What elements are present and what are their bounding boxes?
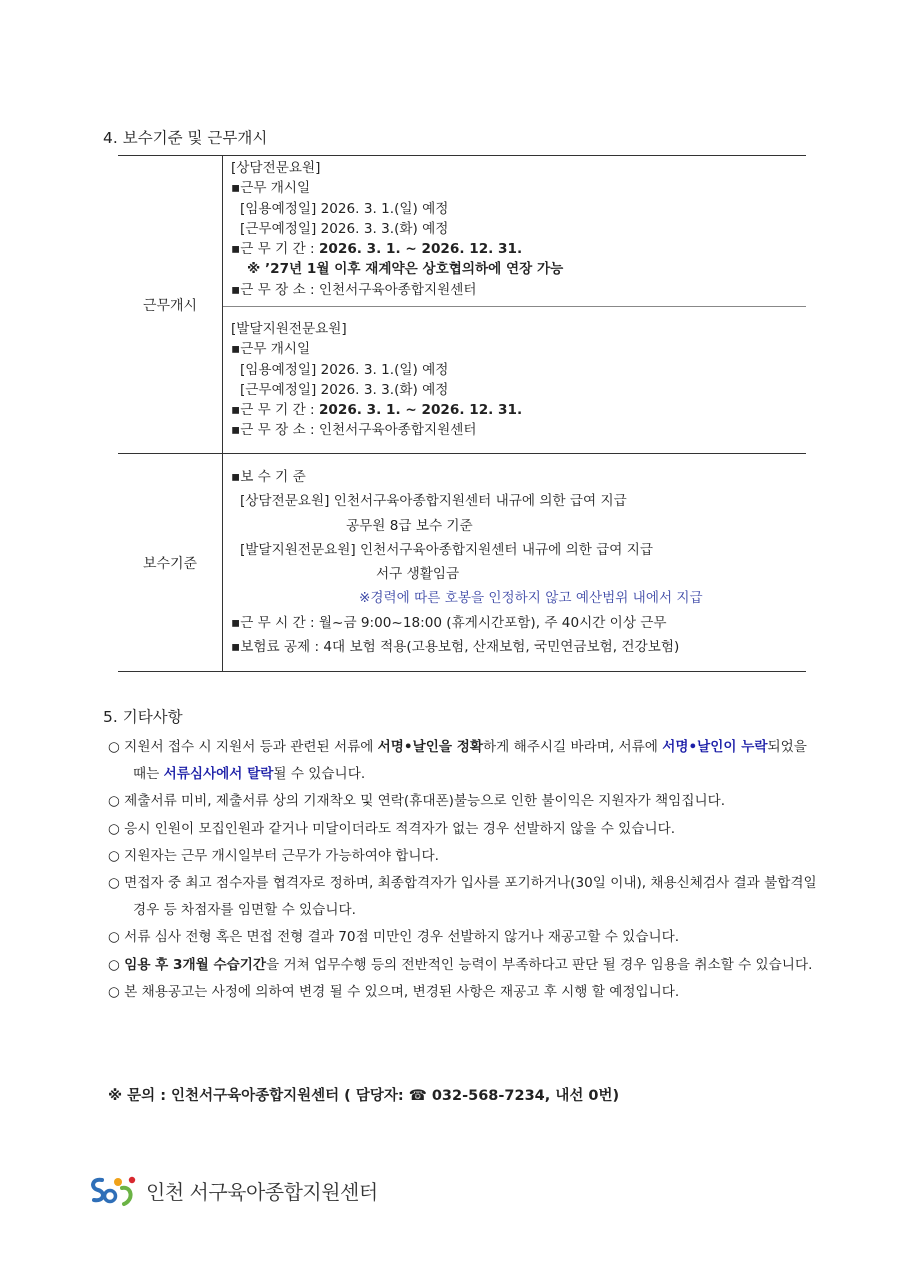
counsel-start-header: ▪근무 개시일: [231, 180, 311, 197]
section4-title: 4. 보수기준 및 근무개시: [103, 129, 268, 147]
center-logo: [88, 1172, 378, 1208]
note1-text4: 될 수 있습니다.: [273, 766, 366, 783]
dev-start-cell: [223, 307, 807, 454]
note1-highlight1: 서명•날인이 누락: [662, 739, 768, 755]
dev-period-value: 2026. 3. 1. ~ 2026. 12. 31.: [318, 402, 523, 419]
logo-mark-icon: [88, 1172, 140, 1208]
insurance: ▪보험료 공제 : 4대 보험 적용(고용보험, 산재보험, 국민연금보험, 건강보험): [231, 639, 680, 656]
dev-period: [231, 400, 806, 420]
section5-title: 5. 기타사항: [103, 708, 183, 726]
note7-text2: 을 거쳐 업무수행 등의 전반적인 능력이 부족하다고 판단 될 경우 임용을 취소할 수 있습니다.: [266, 956, 813, 973]
counsel-work-date: [근무예정일] 2026. 3. 3.(화) 예정: [240, 220, 449, 237]
note-item-1: [108, 734, 818, 788]
pay-dev-line1: [발달지원전문요원] 인천서구육아종합지원센터 내규에 의한 급여 지급: [240, 541, 654, 558]
counsel-period: [231, 239, 806, 259]
dev-work-date: [근무예정일] 2026. 3. 3.(화) 예정: [240, 381, 449, 398]
note1-bold: 서명•날인을 정확: [377, 739, 484, 755]
pay-header: ▪보 수 기 준: [231, 469, 306, 485]
work-hours: ▪근 무 시 간 : 월~금 9:00~18:00 (휴게시간포함), 주 40시간 이상 근무: [231, 614, 667, 631]
counsel-period-value: 2026. 3. 1. ~ 2026. 12. 31.: [318, 241, 523, 258]
note1-highlight2: 서류심사에서 탈락: [163, 766, 274, 783]
pay-label: 보수기준: [118, 454, 223, 672]
note-item-8: ○ 본 채용공고는 사정에 의하여 변경 될 수 있으며, 변경된 사항은 재공고 후 시행 할 예정입니다.: [108, 983, 680, 1000]
note-item-2: ○ 제출서류 미비, 제출서류 상의 기재착오 및 연락(휴대폰)불능으로 인한 불이익은 지원자가 책임집니다.: [108, 793, 726, 810]
pay-counsel-line2: 공무원 8급 보수 기준: [346, 517, 473, 534]
pay-dev-line2: 서구 생활임금: [376, 566, 460, 583]
pay-counsel-line1: [상담전문요원] 인천서구육아종합지원센터 내규에 의한 급여 지급: [240, 493, 627, 510]
counsel-period-label: ▪근 무 기 간 :: [231, 241, 319, 258]
note1-text1: ○ 지원서 접수 시 지원서 등과 관련된 서류에: [108, 739, 378, 755]
renewal-note: ※ ’27년 1월 이후 재계약은 상호협의하에 연장 가능: [247, 261, 564, 278]
work-start-label: 근무개시: [118, 156, 223, 454]
pay-cell: [223, 454, 807, 672]
note1-text3: 되었을 때는: [133, 739, 807, 783]
note-item-3: ○ 응시 인원이 모집인원과 같거나 미달이더라도 적격자가 없는 경우 선발하지 않을 수 있습니다.: [108, 820, 676, 837]
counsel-place: ▪근 무 장 소 : 인천서구육아종합지원센터: [231, 281, 477, 298]
note-item-7: [108, 952, 818, 979]
logo-text: 인천 서구육아종합지원센터: [146, 1179, 378, 1204]
note-item-6: ○ 서류 심사 전형 혹은 면접 전형 결과 70점 미만인 경우 선발하지 않거나 재공고할 수 있습니다.: [108, 929, 680, 946]
dev-appoint-date: [임용예정일] 2026. 3. 1.(일) 예정: [240, 361, 449, 378]
notes-list: [108, 734, 818, 1006]
note7-text1: ○: [108, 956, 125, 973]
note7-bold: 임용 후 3개월 수습기간: [124, 956, 267, 973]
work-pay-table: [118, 155, 806, 672]
career-note: ※경력에 따른 호봉을 인정하지 않고 예산범위 내에서 지급: [359, 590, 703, 607]
counsel-start-cell: [223, 156, 807, 307]
note1-text2: 하게 해주시길 바라며, 서류에: [483, 739, 663, 755]
dev-place: ▪근 무 장 소 : 인천서구육아종합지원센터: [231, 422, 477, 439]
dev-role: [발달지원전문요원]: [231, 321, 347, 337]
counsel-appoint-date: [임용예정일] 2026. 3. 1.(일) 예정: [240, 200, 449, 217]
counsel-role: [상담전문요원]: [231, 160, 321, 176]
dev-start-header: ▪근무 개시일: [231, 341, 311, 358]
contact-line: ※ 문의 : 인천서구육아종합지원센터 ( 담당자: ☎ 032-568-7234, 내선 0번): [108, 1088, 620, 1104]
note-item-4: ○ 지원자는 근무 개시일부터 근무가 가능하여야 합니다.: [108, 847, 440, 864]
dev-period-label: ▪근 무 기 간 :: [231, 402, 319, 419]
note-item-5: ○ 면접자 중 최고 점수자를 협격자로 정하며, 최종합격자가 입사를 포기하거나(30일 이내), 채용신체검사 결과 불합격일 경우 등 차점자를 임면할 수 있습니다.: [108, 875, 817, 919]
